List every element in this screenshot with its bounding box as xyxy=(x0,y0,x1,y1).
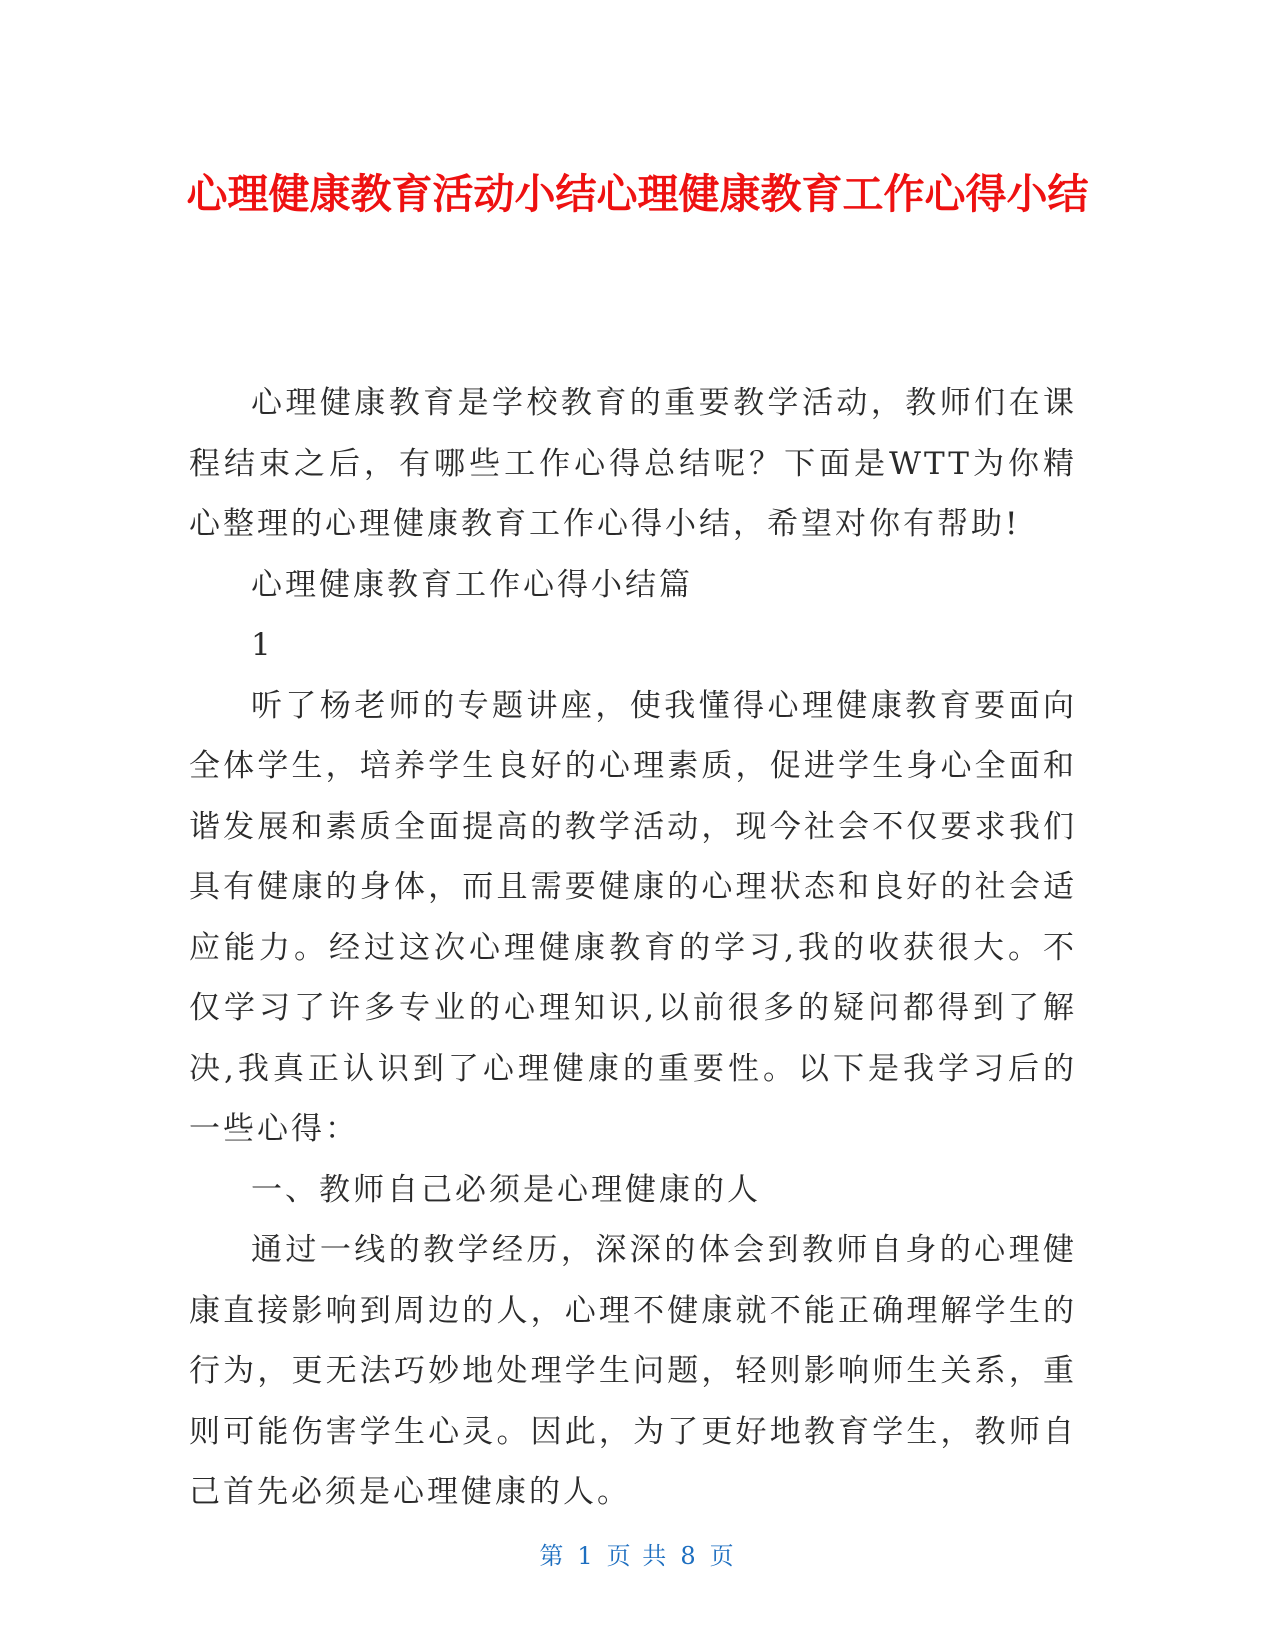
paragraph-intro: 心理健康教育是学校教育的重要教学活动，教师们在课程结束之后，有哪些工作心得总结呢？下面是WTT为你精心整理的心理健康教育工作心得小结，希望对你有帮助! xyxy=(189,385,1077,542)
paragraph-section-heading: 心理健康教育工作心得小结篇 xyxy=(251,566,693,603)
footer-middle: 页 共 xyxy=(606,1542,669,1570)
paragraph-lecture-reflection: 听了杨老师的专题讲座，使我懂得心理健康教育要面向全体学生，培养学生良好的心理素质，促进学生身心全面和谐发展和素质全面提高的教学活动，现今社会不仅要求我们具有健康的身体，而且需要健康的心理状态和良好的社会适应能力。经过这次心理健康教育的学习,我的收获很大。不仅学习了许多专业的心理知识,以前很多的疑问都得到了解决,我真正认识到了心理健康的重要性。以下是我学习后的一些心得： xyxy=(189,687,1077,1147)
document-title: 心理健康教育活动小结心理健康教育工作心得小结 xyxy=(186,170,1089,218)
paragraph-point-one-heading: 一、教师自己必须是心理健康的人 xyxy=(251,1171,761,1208)
paragraph-section-number: 1 xyxy=(251,627,274,663)
paragraph-point-one-body: 通过一线的教学经历，深深的体会到教师自身的心理健康直接影响到周边的人，心理不健康就不能正确理解学生的行为，更无法巧妙地处理学生问题，轻则影响师生关系，重则可能伤害学生心灵。因此，为了更好地教育学生，教师自己首先必须是心理健康的人。 xyxy=(189,1232,1077,1510)
page-footer xyxy=(0,1536,1275,1571)
footer-suffix: 页 xyxy=(709,1542,736,1570)
footer-total-pages: 8 xyxy=(680,1542,698,1570)
document-body xyxy=(189,373,1077,1523)
footer-prefix: 第 xyxy=(539,1542,566,1570)
footer-current-page: 1 xyxy=(577,1542,595,1570)
